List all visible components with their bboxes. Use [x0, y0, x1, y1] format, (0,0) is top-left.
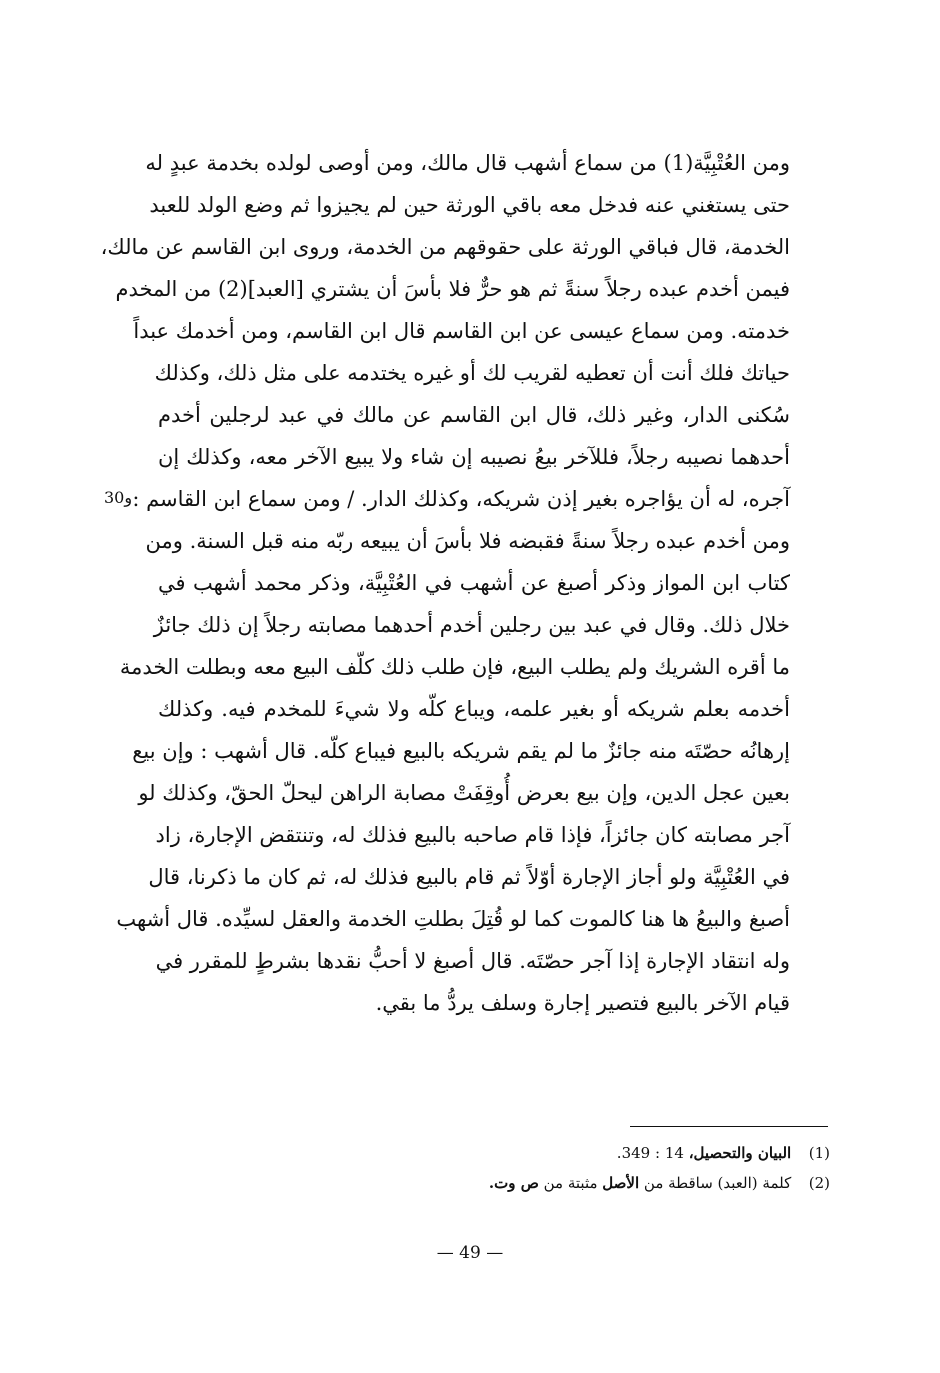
- text-line: أخدمه بعلم شريكه أو بغير علمه، ويباع كلّه ولا شيءَ للمخدم فيه. وكذلك: [158, 697, 790, 721]
- text-line: بعين عجل الدين، وإن بيع بعرض أُوقِفَتْ مصابة الراهن ليحلّ الحقّ، وكذلك لو: [138, 781, 790, 805]
- text-line: خدمته. ومن سماع عيسى عن ابن القاسم قال ابن القاسم، ومن أخدمك عبداً: [133, 319, 790, 343]
- text-line: آجر مصابته كان جائزاً، فإذا قام صاحبه بالبيع فذلك له، وتنتقض الإجارة، زاد: [155, 823, 790, 847]
- footnote-separator: [630, 1126, 828, 1127]
- text-line: إرهانُه حصّتَه منه جائزٌ ما لم يقم شريكه بالبيع فيباع كلّه. قال أشهب : وإن بيع: [132, 739, 790, 763]
- footnote-reference: 14 : 349.: [616, 1144, 684, 1162]
- text-line: أصبغ والبيعُ ها هنا كالموت كما لو قُتِلَ بطلتِ الخدمة والعقل لسيِّده. قال أشهب: [116, 907, 790, 931]
- footnote-source: البيان والتحصيل،: [688, 1144, 792, 1162]
- text-line: الخدمة، قال فباقي الورثة على حقوقهم من الخدمة، وروى ابن القاسم عن مالك،: [100, 235, 790, 259]
- text-line: حياتك فلك أنت أن تعطيه لقريب لك أو غيره يختدمه على مثل ذلك، وكذلك: [154, 361, 790, 385]
- text-line: كتاب ابن المواز وذكر أصبغ عن أشهب في العُتْبِيَّة، وذكر محمد أشهب في: [158, 571, 790, 595]
- text-line: فيمن أخدم عبده رجلاً سنةً ثم هو حرٌّ فلا بأسَ أن يشتري [العبد](2) من المخدم: [115, 277, 790, 301]
- footnote-bold-word: الأصل: [602, 1174, 640, 1192]
- text-line: وله انتقاد الإجارة إذا آجر حصّتَه. قال أصبغ لا أحبُّ نقدها بشرطٍ للمقرر في: [155, 949, 790, 973]
- text-line: ومن أخدم عبده رجلاً سنةً فقبضه فلا بأسَ أن يبيعه ربّه منه قبل السنة. ومن: [145, 529, 790, 553]
- footnotes: [300, 1138, 830, 1198]
- page-number: — 49 —: [436, 1243, 504, 1263]
- text-line: قيام الآخر بالبيع فتصير إجارة وسلف يردُّ ما بقي.: [375, 991, 790, 1015]
- footnote-number: (1): [808, 1144, 830, 1162]
- footnote-text: كلمة (العبد) ساقطة من: [643, 1174, 792, 1192]
- text-line: ومن العُتْبِيَّة(1) من سماع أشهب قال مالك، ومن أوصى لولده بخدمة عبدٍ له: [145, 151, 790, 175]
- footnote-number: (2): [808, 1174, 830, 1192]
- footnote-2: [300, 1168, 830, 1198]
- text-line: ما أقره الشريك ولم يطلب البيع، فإن طلب ذلك كلّف البيع معه وبطلت الخدمة: [119, 655, 790, 679]
- text-line: خلال ذلك. وقال في عبد بين رجلين أخدم أحدهما مصابته رجلاً إن ذلك جائزٌ: [153, 613, 790, 637]
- text-line: أحدهما نصيبه رجلاً، فللآخر بيعُ نصيبه إن شاء ولا يبيع الآخر معه، وكذلك إن: [158, 445, 790, 469]
- folio-margin-note: 30و: [104, 488, 133, 507]
- text-line: آجره، له أن يؤاجره بغير إذن شريكه، وكذلك الدار. / ومن سماع ابن القاسم :: [132, 487, 790, 511]
- text-line: في العُتْبِيَّة ولو أجاز الإجارة أوّلاً ثم قام بالبيع فذلك له، ثم كان ما ذكرنا، قال: [148, 865, 790, 889]
- text-line: سُكنى الدار، وغير ذلك، قال ابن القاسم عن مالك في عبد لرجلين أخدم: [158, 403, 790, 427]
- footnote-1: [300, 1138, 830, 1168]
- text-line: حتى يستغني عنه فدخل معه باقي الورثة حين لم يجيزوا ثم وضع الولد للعبد: [149, 193, 790, 217]
- footnote-sigla: ص وت.: [488, 1174, 539, 1192]
- footnote-text: مثبتة من: [543, 1174, 598, 1192]
